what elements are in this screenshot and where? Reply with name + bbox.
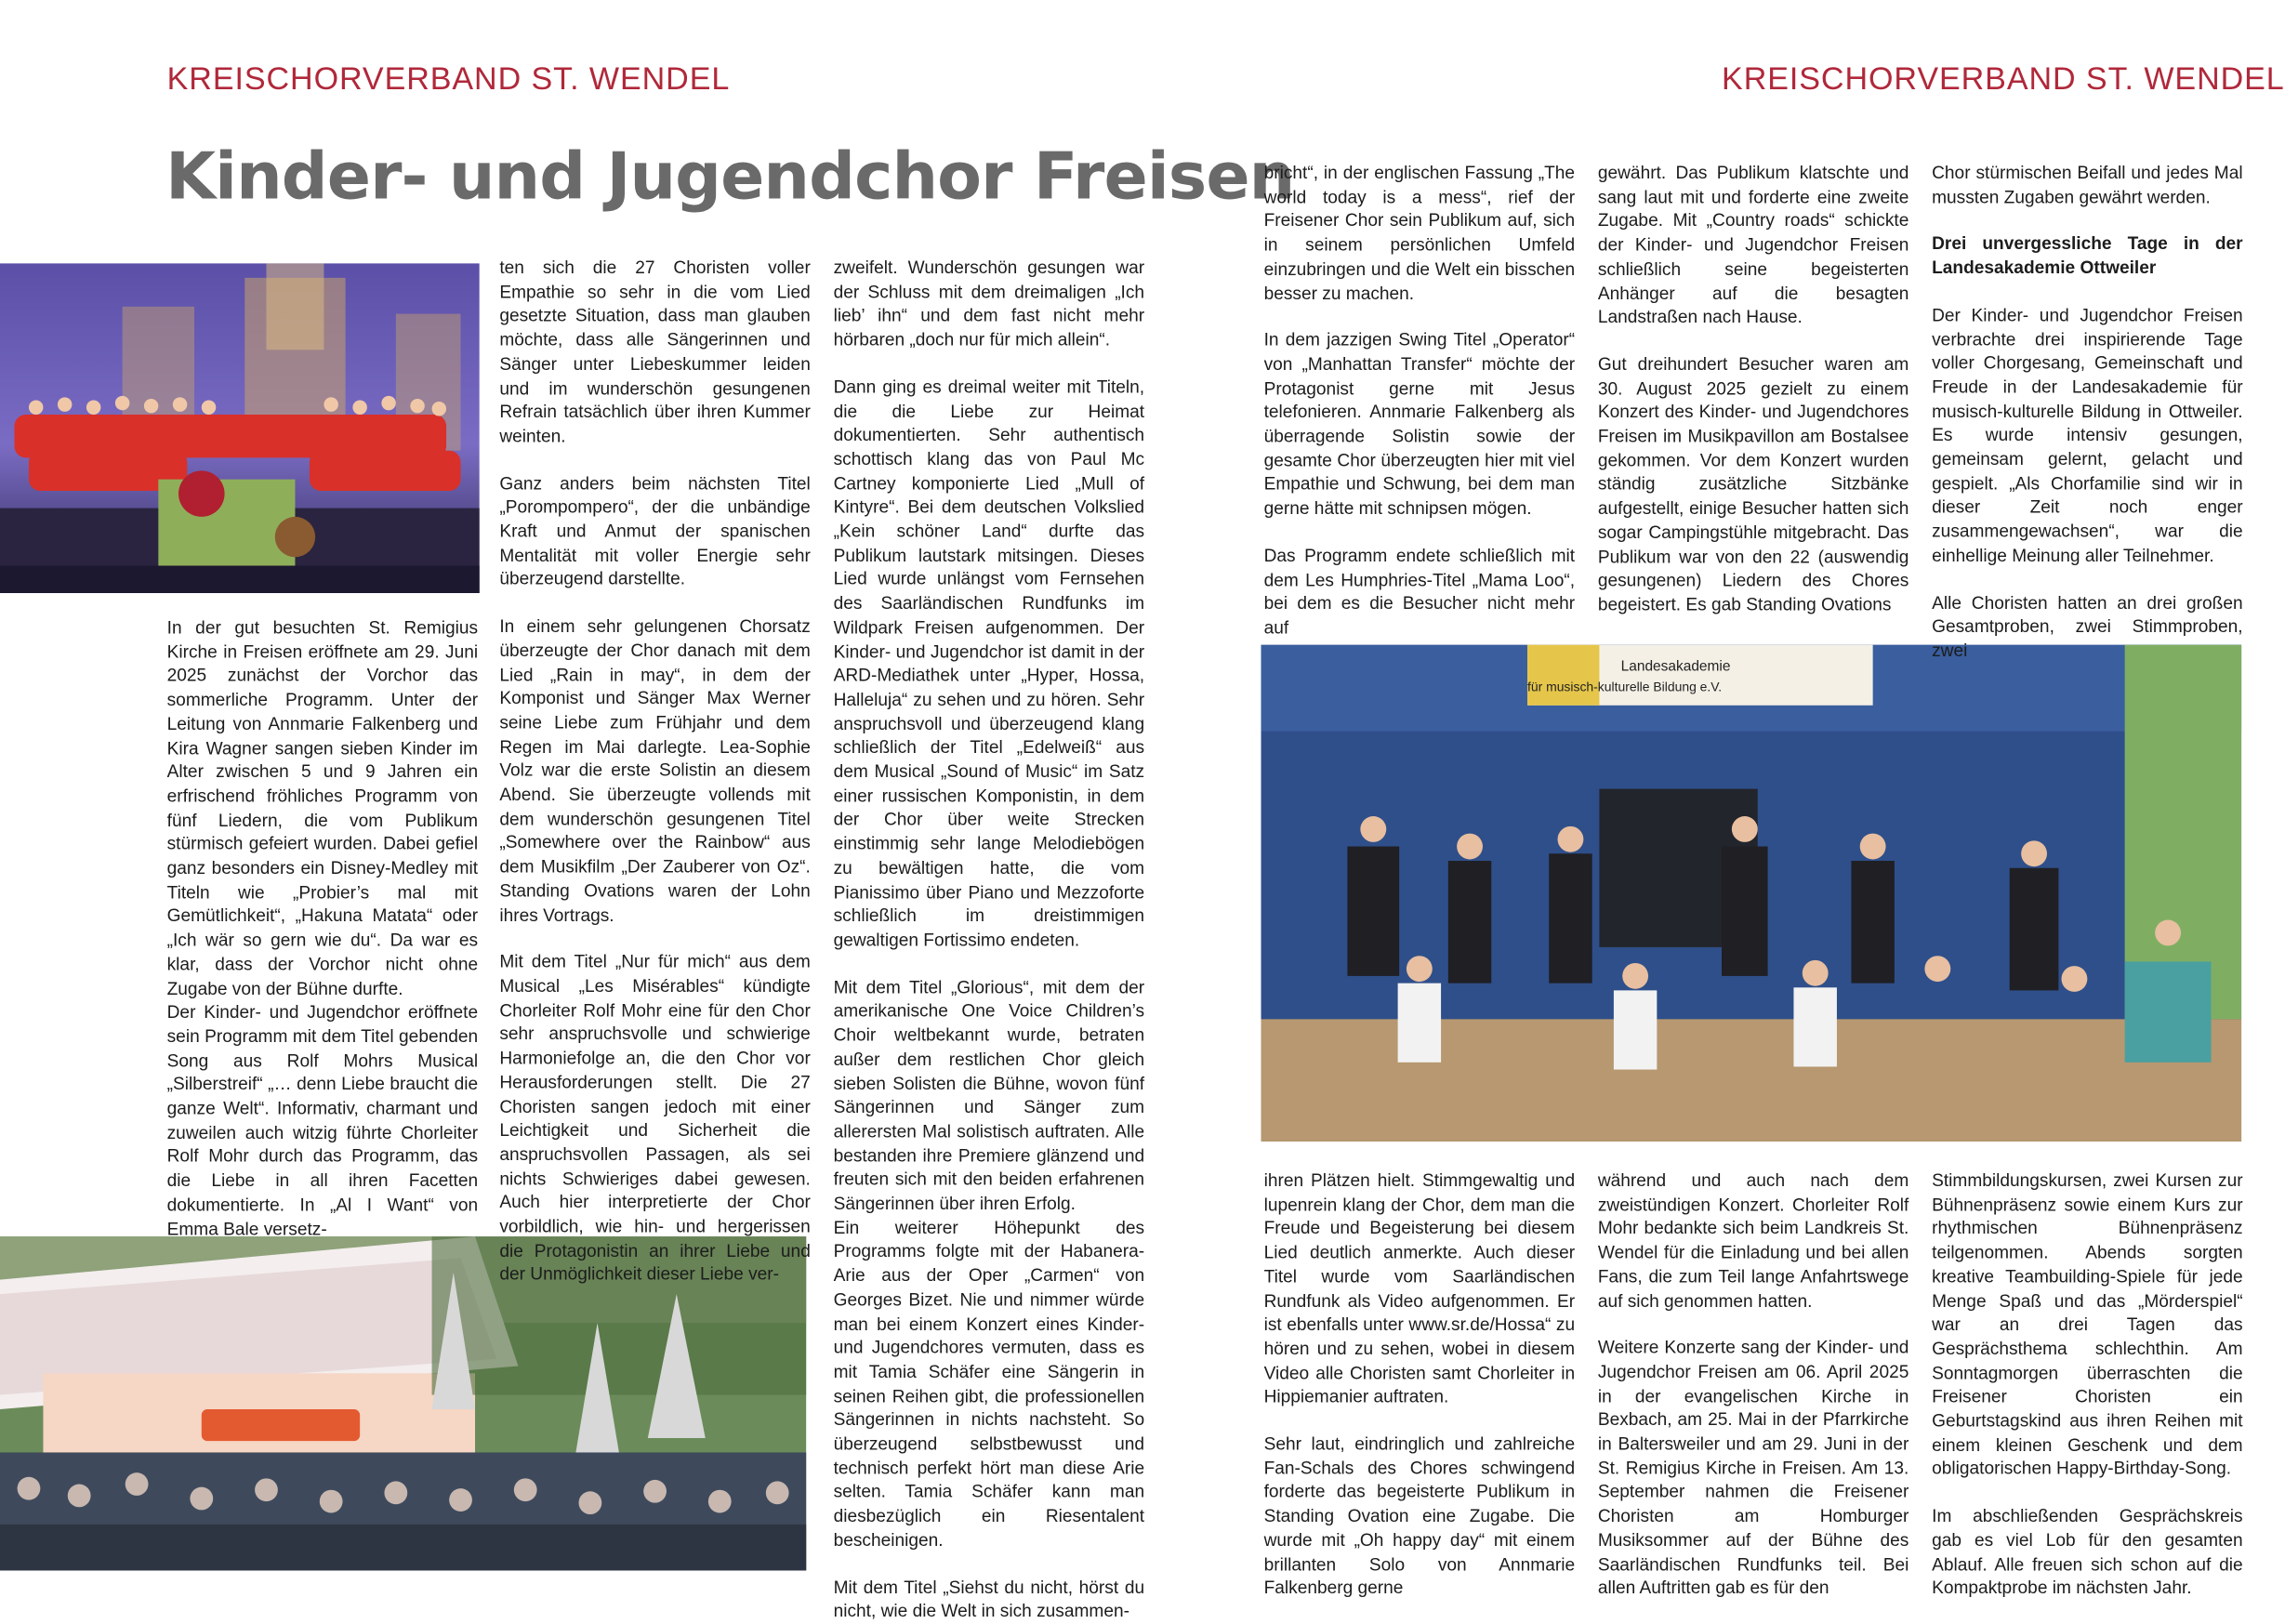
paragraph: Alle Choristen hatten an drei großen Gesamtproben, zwei Stimmproben, zwei bbox=[1932, 592, 2243, 661]
academy-group-photo bbox=[1261, 645, 2242, 1142]
paragraph: bricht“, in der englischen Fassung „The world today is a mess“, rief der Freisener Chor sein Publikum auf, sich in seinem persönlichen Umfeld einzubringen und die Welt ein bisschen besser zu machen. bbox=[1263, 162, 1576, 303]
banner-line1: Landesakademie bbox=[1620, 658, 1731, 675]
article-column-2 bbox=[499, 257, 811, 1285]
paragraph: Der Kinder- und Jugendchor eröffnete sein Programm mit dem Titel gebenden Song aus Rolf Mohrs Musical „Silberstreif“ „… denn Liebe braucht die ganze Welt“. Informativ, charmant und zuweilen auch witzig führte Chorleiter Rolf Mohr durch das Programm, das die Liebe in all ihren Facetten dokumentierte. In „Al I Want“ von Emma Bale versetz- bbox=[166, 1002, 479, 1239]
paragraph: Stimmbildungskursen, zwei Kursen zur Bühnenpräsenz sowie einem Kurs zur rhythmischen Bühnenpräsenz teilgenommen. Abends sorgten kreative Teambuilding-Spiele für jede Menge Spaß und das „Mörderspiel“ war an drei Tagen das Gesprächsthema schlechthin. Am Sonntagmorgen überraschten die Freisener Choristen ein Geburtstagskind aus ihren Reihen mit einem kleinen Geschenk und dem obligatorischen Happy-Birthday-Song. bbox=[1932, 1169, 2243, 1480]
article-column-4-bottom bbox=[1263, 1168, 1576, 1599]
paragraph: In einem sehr gelungenen Chorsatz überzeugte der Chor danach mit dem Lied „Rain in may“, in dem der Komponist und Sänger Max Werner seine Liebe zum Frühjahr und dem Regen im Mai darlegte. Lea-Sophie Volz war die erste Solistin an diesem Abend. Sie überzeugte vollends mit dem wunderschön gesungenen Titel „Somewhere over the Rainbow“ aus dem Musikfilm „Der Zauberer von Oz“. Standing Ovations waren der Lohn ihres Vortrags. bbox=[499, 615, 811, 926]
section-header-right: KREISCHORVERBAND ST. WENDEL bbox=[1722, 60, 2285, 97]
banner-line2: für musisch-kulturelle Bildung e.V. bbox=[1526, 679, 1723, 694]
article-column-6-top bbox=[1932, 161, 2243, 661]
section-header-left: KREISCHORVERBAND ST. WENDEL bbox=[166, 60, 731, 97]
paragraph: Im abschließenden Gesprächskreis gab es viel Lob für den gesamten Ablauf. Alle freuen sich schon auf die Kompaktprobe im nächsten Jahr. bbox=[1932, 1505, 2243, 1599]
paragraph: während und auch nach dem zweistündigen Konzert. Chorleiter Rolf Mohr bedankte sich beim Landkreis St. Wendel für die Einladung und bei allen Fans, die zum Teil lange Anfahrtswege auf sich genommen hatten. bbox=[1597, 1169, 1909, 1311]
paragraph: In der gut besuchten St. Remigius Kirche in Freisen eröffnete am 29. Juni 2025 zunächst der Vorchor das sommerliche Programm. Unter der Leitung von Annmarie Falkenberg und Kira Wagner sangen sieben Kinder im Alter zwischen 5 und 9 Jahren ein erfrischend fröhliches Programm von fünf Liedern, die vom Publikum stürmisch gefeiert wurden. Dabei gefiel ganz besonders ein Disney-Medley mit Titeln wie „Probier’s mal mit Gemütlichkeit“, „Hakuna Matata“ oder „Ich wär so gern wie du“. Da war es klar, dass der Vorchor nicht ohne Zugabe von der Bühne durfte. bbox=[166, 617, 479, 998]
article-title: Kinder- und Jugendchor Freisen bbox=[165, 138, 1295, 215]
article-column-6-bottom bbox=[1932, 1168, 2243, 1599]
paragraph: Dann ging es dreimal weiter mit Titeln, die die Liebe zur Heimat dokumentierten. Sehr authentisch schottisch klang das von Paul Mc Cartney komponierte Lied „Mull of Kintyre“. Bei dem deutschen Volkslied „Kein schöner Land“ durfte das Publikum lautstark mitsingen. Dieses Lied wurde unlängst vom Fernsehen des Saarländischen Rundfunks im Wildpark Freisen aufgenommen. Der Kinder- und Jugendchor ist damit in der ARD-Mediathek unter „Hyper, Hossa, Halleluja“ zu sehen und zu hören. Sehr anspruchsvoll und überzeugend klang schließlich der Titel „Edelweiß“ aus dem Musical „Sound of Music“ im Satz einer russischen Komponistin, in dem der Chor über weite Strecken einstimmig sehr lange Melodiebögen zu bewältigen hatte, die vom Pianissimo über Piano und Mezzoforte schließlich im dreistimmigen gewaltigen Fortissimo endeten. bbox=[833, 376, 1145, 951]
article-column-1 bbox=[166, 616, 479, 1239]
paragraph: ten sich die 27 Choristen voller Empathie so sehr in die vom Lied gesetzte Situation, dass man glauben möchte, dass alle Sängerinnen und Sänger unter Liebeskummer leiden und im wunderschön gesungenen Refrain tatsächlich über ihren Kummer weinten. bbox=[499, 257, 811, 446]
article-column-3 bbox=[833, 257, 1145, 1622]
article-column-5-top bbox=[1598, 161, 1909, 622]
paragraph: gewährt. Das Publikum klatschte und sang laut mit und forderte eine zweite Zugabe. Mit „Country roads“ schickte der Kinder- und Jugendchor Freisen schließlich seine begeisterten Anhänger auf die besagten Landstraßen nach Hause. bbox=[1597, 162, 1909, 327]
paragraph: Weitere Konzerte sang der Kinder- und Jugendchor Freisen am 06. April 2025 in der evangelischen Kirche in Bexbach, am 25. Mai in der Pfarrkirche in Baltersweiler und am 29. Juni in der St. Remigius Kirche in Freisen. Am 13. September nahmen die Freisener Choristen am Homburger Musiksommer auf der Bühne des Saarländischen Rundfunks teil. Bei allen Auftritten gab es für den bbox=[1597, 1337, 1909, 1599]
article-column-5-bottom bbox=[1597, 1168, 1909, 1599]
paragraph: Ganz anders beim nächsten Titel „Porompompero“, der die unbändige Kraft und Anmut der spanischen Mentalität mit voller Energie sehr überzeugend darstellte. bbox=[499, 472, 811, 590]
church-choir-photo bbox=[0, 263, 480, 593]
subheading: Drei unvergessliche Tage in der Landesakademie Ottweiler bbox=[1932, 233, 2243, 279]
paragraph: Ein weiterer Höhepunkt des Programms folgte mit der Habanera-Arie aus der Oper „Carmen“ von Georges Bizet. Nie und nimmer würde man bei einem Konzert eines Kinder- und Jugendchores vermuten, dass es mit Tamia Schäfer eine Sängerin in seinen Reihen gibt, die professionellen Sängerinnen in nichts nachsteht. So überzeugend selbstbewusst und technisch perfekt hört man diese Arie selten. Tamia Schäfer kann man diesbezüglich ein Riesentalent bescheinigen. bbox=[833, 1217, 1145, 1551]
paragraph: In dem jazzigen Swing Titel „Operator“ von „Manhattan Transfer“ möchte der Protagonist gerne mit Jesus telefonieren. Annmarie Falkenberg als überragende Solistin sowie der gesamte Chor überzeugten hier mit viel Empathie und Schwung, bei dem man gerne hätte mit schnipsen mögen. bbox=[1263, 329, 1576, 519]
article-column-4-top bbox=[1263, 161, 1576, 638]
paragraph: zweifelt. Wunderschön gesungen war der Schluss mit dem dreimaligen „Ich lieb’ ihn“ und dem fast nicht mehr hörbaren „doch nur für mich allein“. bbox=[833, 257, 1145, 350]
paragraph: ihren Plätzen hielt. Stimmgewaltig und lupenrein klang der Chor, dem man die Freude und Begeisterung bei diesem Lied deutlich anmerkte. Auch dieser Titel wurde vom Saarländischen Rundfunk als Video aufgenommen. Er ist ebenfalls unter www.sr.de/Hossa“ zu hören und zu sehen, wobei in diesem Video alle Choristen samt Chorleiter in Hippiemanier auftraten. bbox=[1263, 1169, 1576, 1407]
paragraph: Gut dreihundert Besucher waren am 30. August 2025 gezielt zu einem Konzert des Kinder- und Jugendchores Freisen im Musikpavillon am Bostalsee gekommen. Vor dem Konzert wurden ständig zusätzliche Sitzbänke aufgestellt, einige Besucher hatten sich sogar Campingstühle mitgebracht. Das Publikum war von den 22 (auswendig gesungenen) Liedern des Chores begeistert. Es gab Standing Ovations bbox=[1597, 353, 1909, 615]
paragraph: Mit dem Titel „Siehst du nicht, hörst du nicht, wie die Welt in sich zusammen- bbox=[833, 1577, 1145, 1622]
paragraph: Mit dem Titel „Glorious“, mit dem der amerikanische One Voice Children’s Choir weltbekannt wurde, betraten außer dem restlichen Chor gleich sieben Solisten die Bühne, wovon fünf Sängerinnen und Sänger zum allerersten Mal solistisch auftraten. Alle bestanden ihre Premiere glänzend und freuten sich mit den beiden erfahrenen Sängerinnen über ihren Erfolg. bbox=[833, 976, 1145, 1214]
paragraph: Das Programm endete schließlich mit dem Les Humphries-Titel „Mama Loo“, bei dem es die Besucher nicht mehr auf bbox=[1263, 545, 1576, 638]
paragraph: Mit dem Titel „Nur für mich“ aus dem Musical „Les Misérables“ kündigte Chorleiter Rolf Mohr eine für den Chor sehr anspruchsvolle und schwierige Harmoniefolge an, die den Chor vor Herausforderungen stellt. Die 27 Choristen sangen jedoch mit einer Leichtigkeit und Sicherheit die anspruchsvollen Passagen, als sei nichts Schwieriges dabei gewesen. Auch hier interpretierte der Chor vorbildlich, wie hin- und hergerissen die Protagonistin an ihrer Liebe und der Unmöglichkeit dieser Liebe ver- bbox=[499, 952, 811, 1285]
paragraph: Der Kinder- und Jugendchor Freisen verbrachte drei inspirierende Tage voller Chorgesang, Gemeinschaft und Freude in der Landesakademie für musisch-kulturelle Bildung in Ottweiler. Es wurde intensiv gesungen, gemeinsam gelernt, gelacht und gespielt. „Als Chorfamilie sind wir in dieser Zeit noch enger zusammengewachsen“, war die einhellige Meinung aller Teilnehmer. bbox=[1932, 304, 2243, 566]
paragraph: Sehr laut, eindringlich und zahlreiche Fan-Schals des Chores schwingend forderte das begeisterte Publikum in Standing Ovation eine Zugabe. Die wurde mit „Oh happy day“ mit einem brillanten Solo von Annmarie Falkenberg gerne bbox=[1263, 1433, 1576, 1599]
paragraph: Chor stürmischen Beifall und jedes Mal mussten Zugaben gewährt werden. bbox=[1932, 162, 2243, 207]
